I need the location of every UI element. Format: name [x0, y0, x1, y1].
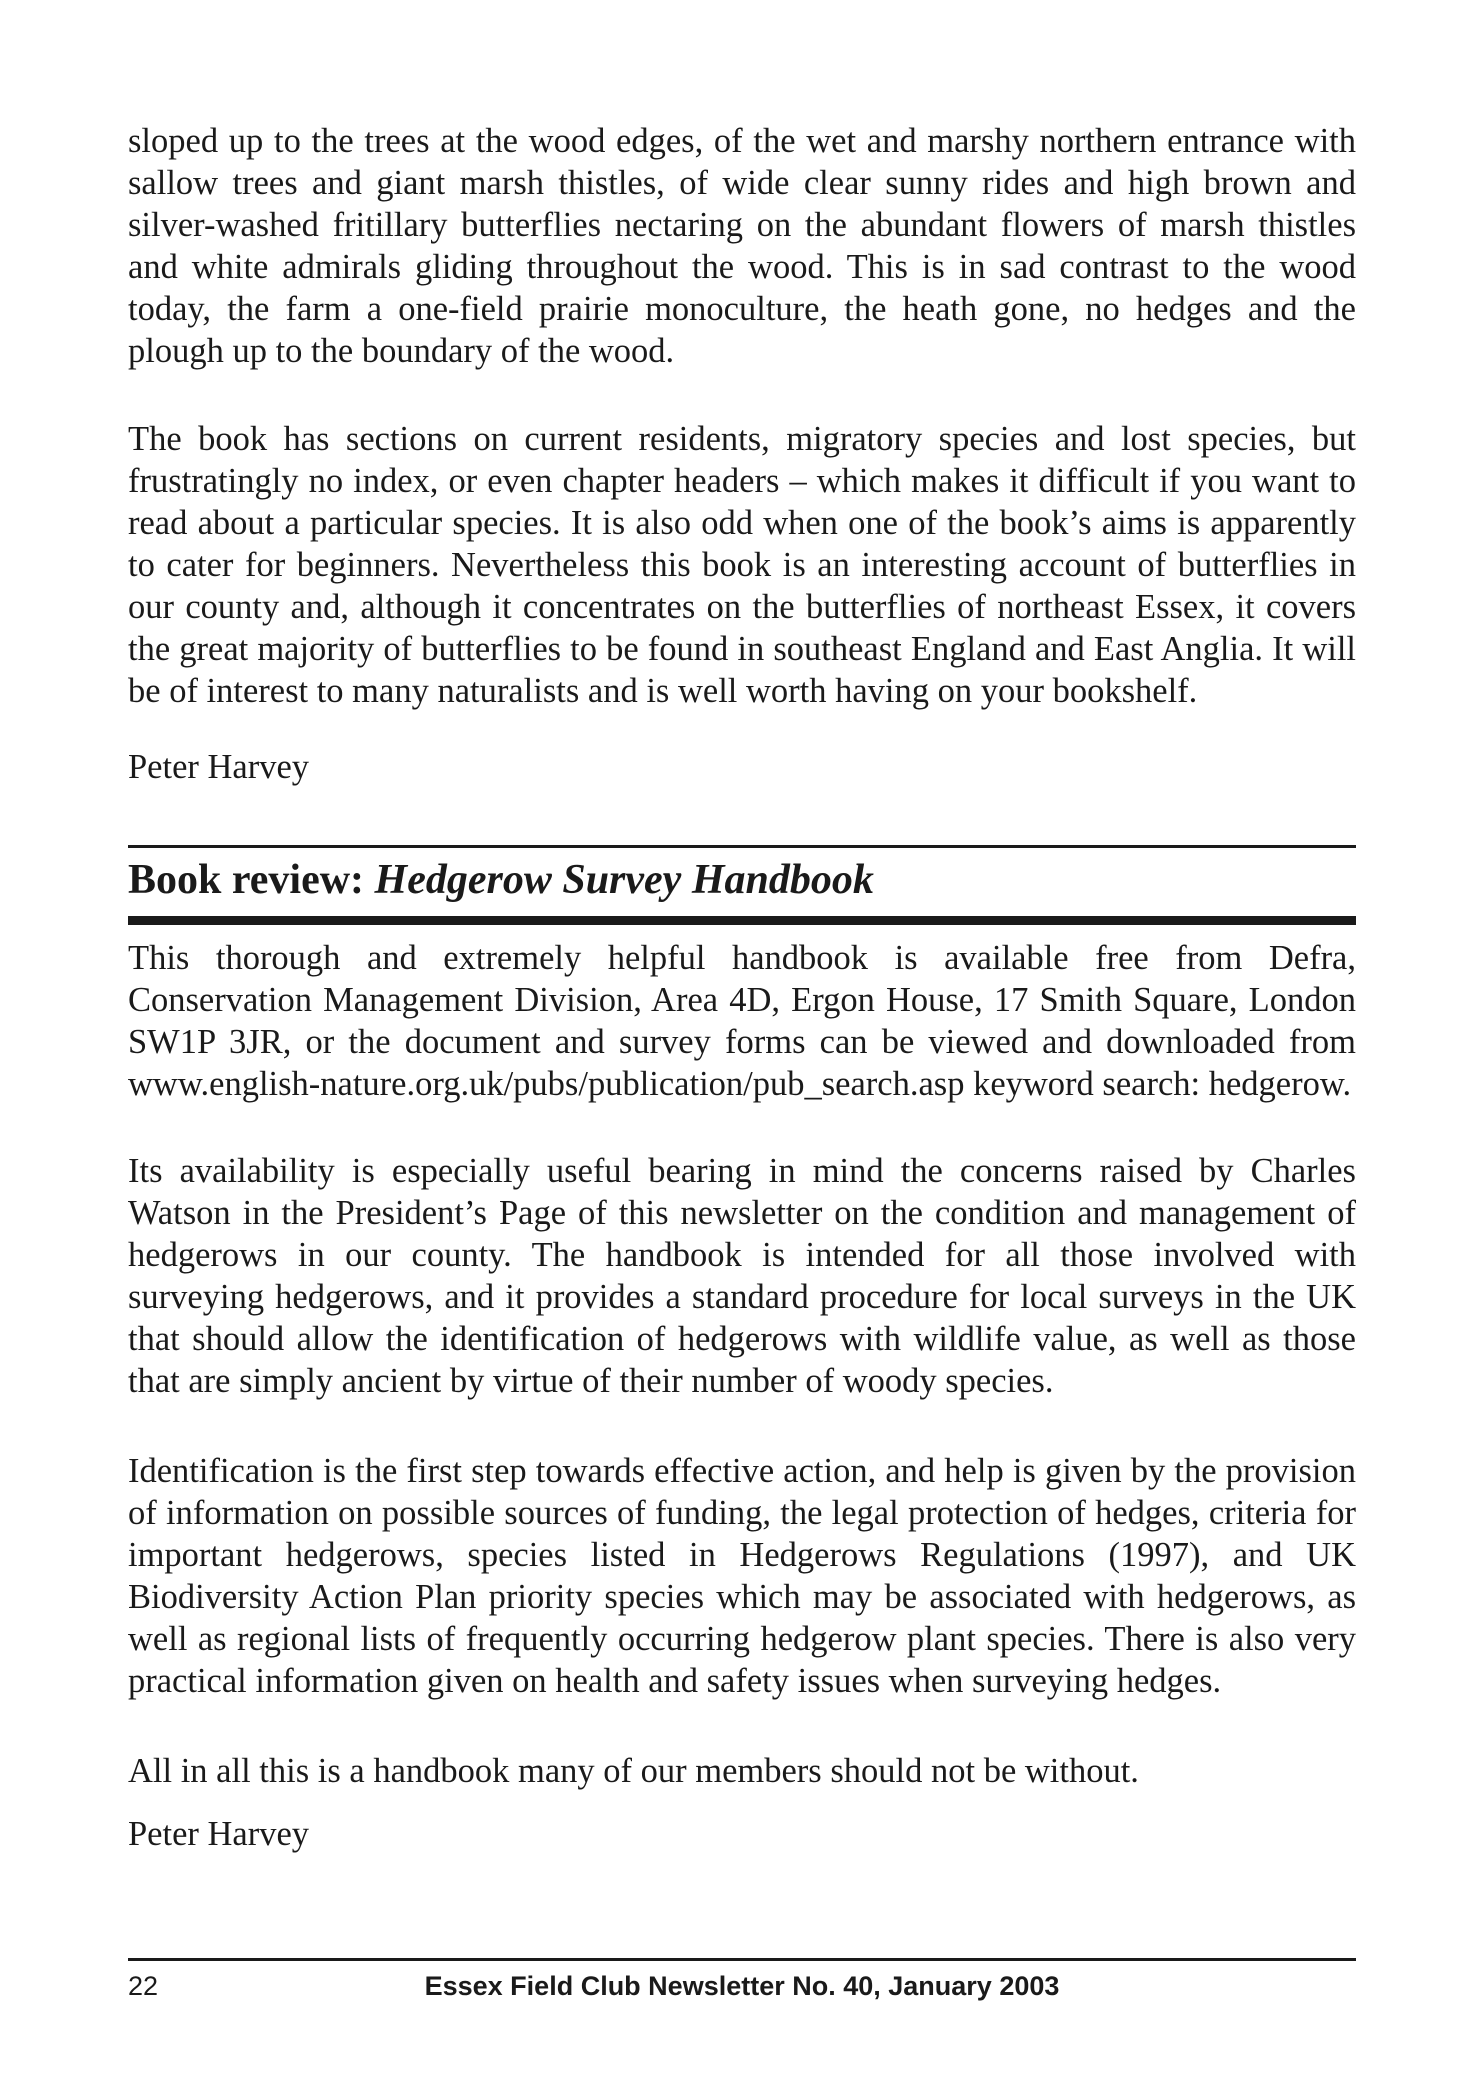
review2-paragraph-2: Its availability is especially useful bearing in mind the concerns raised by Charles Watson in the President’s Page of this newsletter on the condition and management of hedgerows in our county. The handbook is intended for all those involved with surveying hedgerows, and it provides a standard procedure for local surveys in the UK that should allow the identification of hedgerows with wildlife value, as well as those that are simply ancient by virtue of their number of woody species.: [128, 1152, 1356, 1400]
review2-paragraph-3: Identification is the first step towards effective action, and help is given by the provision of information on possible sources of funding, the legal protection of hedges, criteria for important hedgerows, species listed in Hedgerows Regulations (1997), and UK Biodiversity Action Plan priority species which may be associated with hedgerows, as well as regional lists of frequently occurring hedgerow plant species. There is also very practical information given on health and safety issues when surveying hedges.: [128, 1452, 1356, 1700]
page-number: 22: [128, 1971, 159, 2001]
review2-heading-block: [128, 845, 1356, 925]
review1-paragraph-2: The book has sections on current residents, migratory species and lost species, but frustratingly no index, or even chapter headers – which makes it difficult if you want to read about a particular species. It is also odd when one of the book’s aims is apparently to cater for beginners. Nevertheless this book is an interesting account of butterflies in our county and, although it concentrates on the butterflies of northeast Essex, it covers the great majority of butterflies to be found in southeast England and East Anglia. It will be of interest to many naturalists and is well worth having on your bookshelf.: [128, 420, 1356, 710]
review1-paragraph-1: sloped up to the trees at the wood edges, of the wet and marshy northern entrance with sallow trees and giant marsh thistles, of wide clear sunny rides and high brown and silver-washed fritillary butterflies nectaring on the abundant flowers of marsh thistles and white admirals gliding throughout the wood. This is in sad contrast to the wood today, the farm a one-field prairie monoculture, the heath gone, no hedges and the plough up to the boundary of the wood.: [128, 122, 1356, 370]
heading-bottom-rule: [128, 916, 1356, 925]
review2-signature: Peter Harvey: [128, 1815, 310, 1853]
heading-book-title: Hedgerow Survey Handbook: [374, 857, 874, 903]
newsletter-title: Essex Field Club Newsletter No. 40, January 2003: [424, 1971, 1060, 2001]
review2-paragraph-4: All in all this is a handbook many of our members should not be without.: [128, 1752, 1139, 1790]
page-footer: [128, 1958, 1356, 2009]
review1-signature: Peter Harvey: [128, 748, 310, 786]
review2-paragraph-1: This thorough and extremely helpful handbook is available free from Defra, Conservation Management Division, Area 4D, Ergon House, 17 Smith Square, London SW1P 3JR, or the document and survey forms can be viewed and downloaded from www.english-nature.org.uk/pubs/publication/pub_search.asp keyword search: hedgerow.: [128, 939, 1356, 1103]
review2-heading: [128, 848, 1356, 916]
heading-prefix: Book review:: [128, 857, 375, 903]
